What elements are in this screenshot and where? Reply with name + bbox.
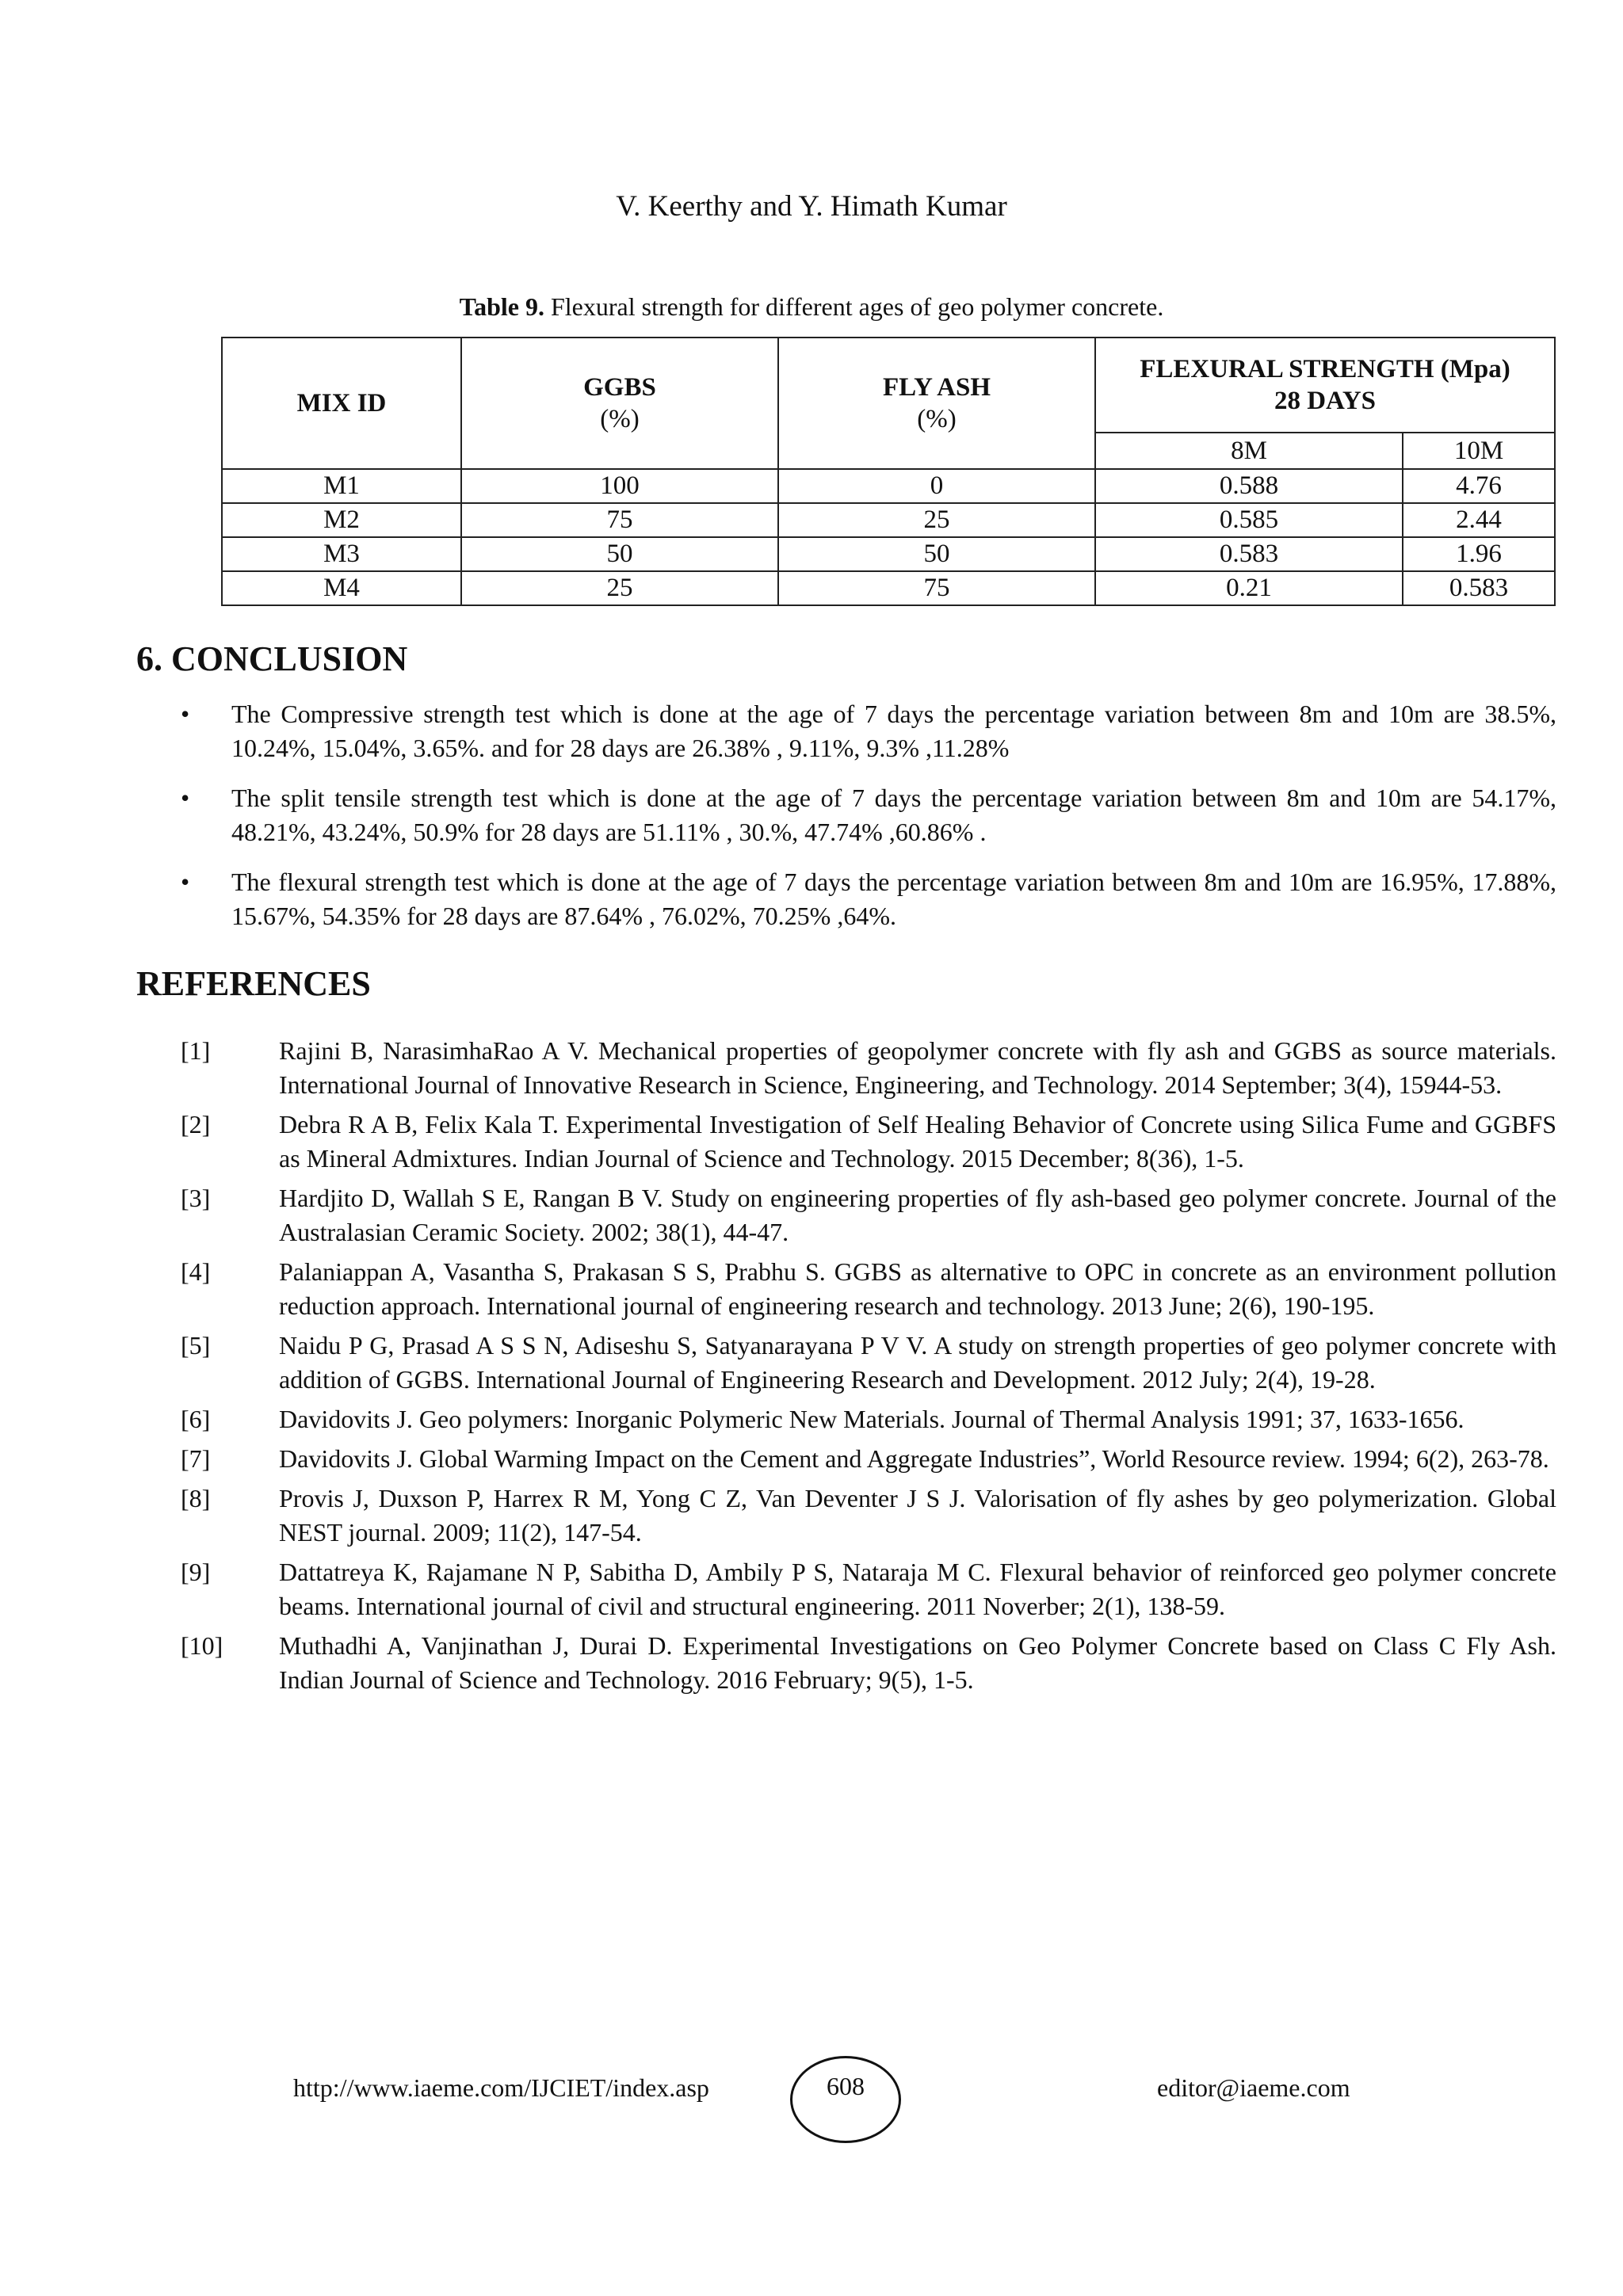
cell-8m: 0.21 (1095, 571, 1403, 605)
reference-number: [5] (181, 1331, 211, 1360)
bullet-icon: • (181, 868, 190, 896)
flexural-strength-table (221, 337, 1556, 606)
reference-number: [6] (181, 1405, 211, 1433)
reference-text: Rajini B, NarasimhaRao A V. Mechanical properties of geopolymer concrete with fly ash and GGBS as source materials. International Journal of Innovative Research in Science, Engineering, and Technology. 2014 September; 3(4), 15944-53. (279, 1036, 1556, 1099)
reference-item (136, 1329, 1556, 1397)
reference-text: Davidovits J. Global Warming Impact on the Cement and Aggregate Industries”, World Resource review. 1994; 6(2), 263-78. (279, 1444, 1549, 1473)
table-caption-label: Table 9. (459, 292, 544, 321)
reference-item (136, 1034, 1556, 1102)
bullet-text: The flexural strength test which is done at the age of 7 days the percentage variation between 8m and 10m are 16.95%, 17.88%, 15.67%, 54.35% for 28 days are 87.64% , 76.02%, 70.25% ,64%. (231, 868, 1556, 930)
cell-mix: M4 (222, 571, 461, 605)
cell-8m: 0.588 (1095, 469, 1403, 503)
table-row (222, 537, 1555, 571)
page-footer (0, 2056, 1623, 2143)
col-header-mix-id: MIX ID (222, 338, 461, 469)
cell-ggbs: 100 (461, 469, 778, 503)
cell-ggbs: 50 (461, 537, 778, 571)
reference-item (136, 1255, 1556, 1323)
reference-item (136, 1181, 1556, 1249)
cell-10m: 1.96 (1403, 537, 1555, 571)
running-header: V. Keerthy and Y. Himath Kumar (616, 190, 1007, 223)
list-item (136, 781, 1556, 849)
cell-mix: M1 (222, 469, 461, 503)
cell-8m: 0.583 (1095, 537, 1403, 571)
col-header-flexural-strength: FLEXURAL STRENGTH (Mpa) 28 DAYS (1095, 338, 1555, 433)
reference-item (136, 1555, 1556, 1623)
footer-url-link[interactable]: http://www.iaeme.com/IJCIET/index.asp (293, 2073, 709, 2102)
col-header-8m: 8M (1095, 433, 1403, 469)
reference-number: [1] (181, 1036, 211, 1065)
reference-number: [10] (181, 1631, 223, 1660)
table-caption-text: Flexural strength for different ages of geo polymer concrete. (550, 292, 1164, 321)
references-heading: REFERENCES (136, 964, 371, 1003)
cell-fly-ash: 25 (778, 503, 1095, 537)
bullet-icon: • (181, 784, 190, 812)
reference-number: [7] (181, 1444, 211, 1473)
references-list (136, 1034, 1556, 1703)
table-row (222, 469, 1555, 503)
reference-item (136, 1629, 1556, 1697)
reference-text: Muthadhi A, Vanjinathan J, Durai D. Experimental Investigations on Geo Polymer Concrete based on Class C Fly Ash. Indian Journal of Science and Technology. 2016 February; 9(5), 1-5. (279, 1631, 1556, 1694)
reference-text: Davidovits J. Geo polymers: Inorganic Polymeric New Materials. Journal of Thermal Analysis 1991; 37, 1633-1656. (279, 1405, 1465, 1433)
page-number: 608 (790, 2056, 901, 2143)
bullet-icon: • (181, 700, 190, 728)
reference-text: Palaniappan A, Vasantha S, Prakasan S S, Prabhu S. GGBS as alternative to OPC in concrete as an environment pollution reduction approach. International journal of engineering research and technology. 2013 June; 2(6), 190-195. (279, 1257, 1556, 1320)
bullet-text: The Compressive strength test which is done at the age of 7 days the percentage variation between 8m and 10m are 38.5%, 10.24%, 15.04%, 3.65%. and for 28 days are 26.38% , 9.11%, 9.3% ,11.28% (231, 700, 1556, 762)
reference-number: [4] (181, 1257, 211, 1286)
cell-10m: 4.76 (1403, 469, 1555, 503)
list-item (136, 697, 1556, 765)
cell-fly-ash: 0 (778, 469, 1095, 503)
cell-10m: 2.44 (1403, 503, 1555, 537)
col-header-ggbs-unit: (%) (600, 405, 640, 433)
reference-text: Provis J, Duxson P, Harrex R M, Yong C Z, Van Deventer J S J. Valorisation of fly ashes by geo polymerization. Global NEST journal. 2009; 11(2), 147-54. (279, 1484, 1556, 1547)
cell-ggbs: 25 (461, 571, 778, 605)
reference-number: [3] (181, 1184, 211, 1212)
reference-item (136, 1402, 1556, 1436)
reference-text: Debra R A B, Felix Kala T. Experimental Investigation of Self Healing Behavior of Concrete using Silica Fume and GGBFS as Mineral Admixtures. Indian Journal of Science and Technology. 2015 December; 8(36), 1-5. (279, 1110, 1556, 1173)
col-header-fly-ash: FLY ASH (%) (778, 338, 1095, 469)
cell-fly-ash: 75 (778, 571, 1095, 605)
conclusion-heading: 6. CONCLUSION (136, 639, 408, 678)
cell-8m: 0.585 (1095, 503, 1403, 537)
cell-mix: M3 (222, 537, 461, 571)
col-header-age: 28 DAYS (1274, 387, 1377, 415)
cell-10m: 0.583 (1403, 571, 1555, 605)
reference-text: Hardjito D, Wallah S E, Rangan B V. Study on engineering properties of fly ash-based geo polymer concrete. Journal of the Australasian Ceramic Society. 2002; 38(1), 44-47. (279, 1184, 1556, 1246)
footer-email-link[interactable]: editor@iaeme.com (1157, 2073, 1350, 2102)
list-item (136, 865, 1556, 933)
reference-item (136, 1442, 1556, 1476)
conclusion-list (136, 697, 1556, 949)
reference-number: [9] (181, 1558, 211, 1586)
col-header-ggbs: GGBS (%) (461, 338, 778, 469)
table-row (222, 503, 1555, 537)
reference-item (136, 1482, 1556, 1550)
reference-text: Dattatreya K, Rajamane N P, Sabitha D, Ambily P S, Nataraja M C. Flexural behavior of reinforced geo polymer concrete beams. International journal of civil and structural engineering. 2011 Noverber; 2(1), 138-59. (279, 1558, 1556, 1620)
cell-ggbs: 75 (461, 503, 778, 537)
bullet-text: The split tensile strength test which is done at the age of 7 days the percentage variation between 8m and 10m are 54.17%, 48.21%, 43.24%, 50.9% for 28 days are 51.11% , 30.%, 47.74% ,60.86% . (231, 784, 1556, 846)
reference-number: [2] (181, 1110, 211, 1138)
reference-number: [8] (181, 1484, 211, 1512)
reference-item (136, 1108, 1556, 1176)
cell-mix: M2 (222, 503, 461, 537)
table-row (222, 571, 1555, 605)
cell-fly-ash: 50 (778, 537, 1095, 571)
table-caption (0, 290, 1623, 323)
reference-text: Naidu P G, Prasad A S S N, Adiseshu S, Satyanarayana P V V. A study on strength properties of geo polymer concrete with addition of GGBS. International Journal of Engineering Research and Development. 2012 July; 2(4), 19-28. (279, 1331, 1556, 1394)
col-header-fly-ash-unit: (%) (917, 405, 957, 433)
col-header-10m: 10M (1403, 433, 1555, 469)
